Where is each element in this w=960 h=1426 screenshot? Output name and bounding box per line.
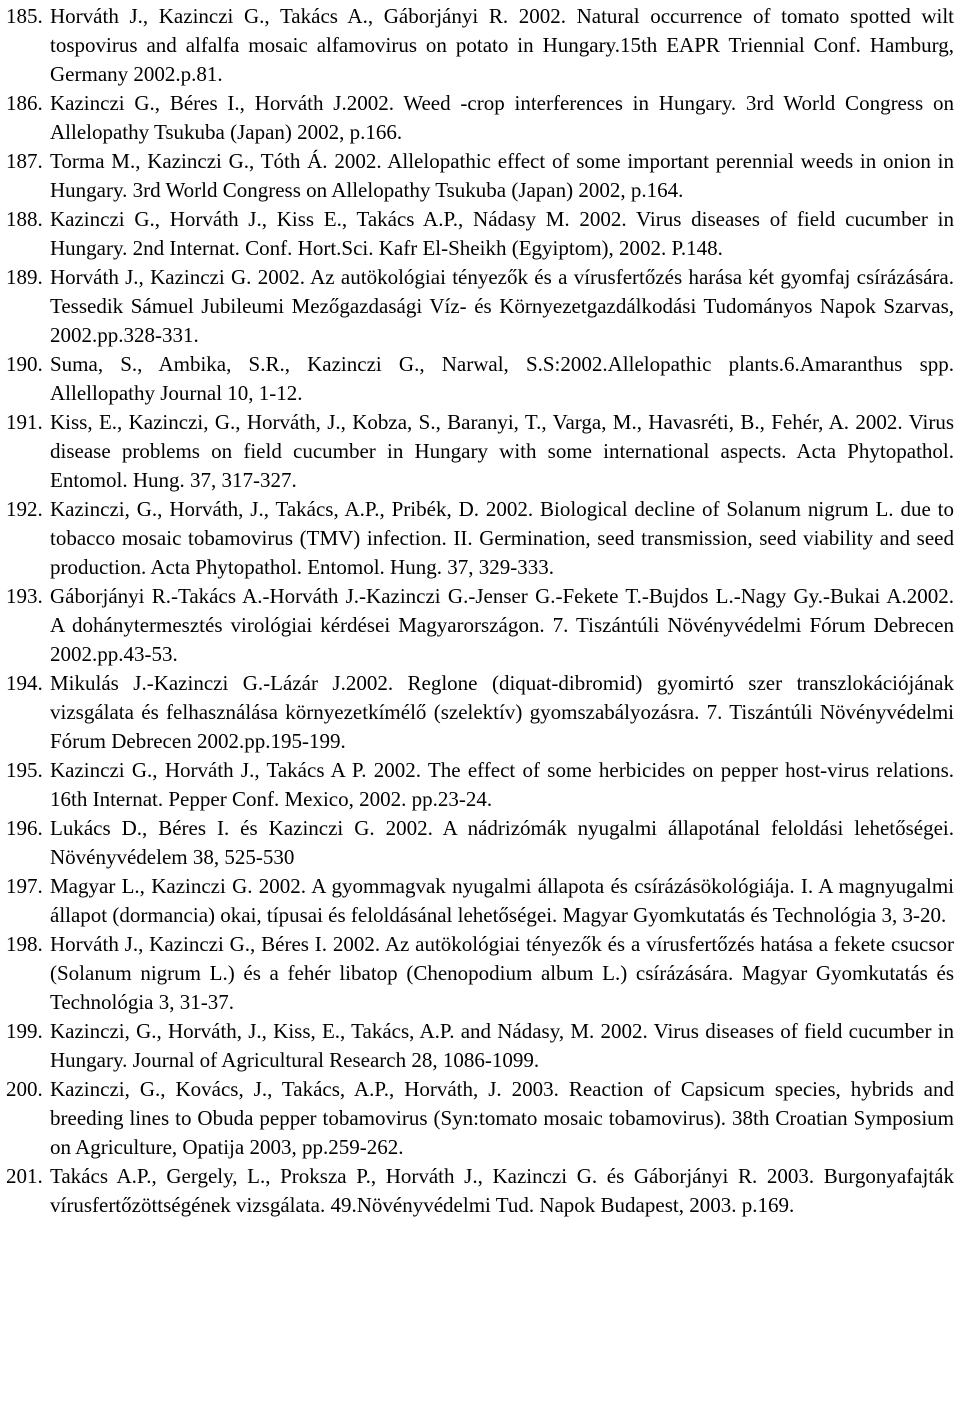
reference-190 [6,350,954,408]
reference-text: Horváth J., Kazinczi G., Béres I. 2002. Az autökológiai tényezők és a vírusfertőzés hatása a fekete csucsor (Solanum nigrum L.) és a fehér libatop (Chenopodium album L.) csírázására. Magyar Gyomkutatás és Technológia 3, 31-37. [50,932,954,1014]
reference-198 [6,930,954,1017]
reference-189 [6,263,954,350]
reference-text: Takács A.P., Gergely, L., Proksza P., Horváth J., Kazinczi G. és Gáborjányi R. 2003. Burgonyafajták vírusfertőzöttségének vizsgálata. 49.Növényvédelmi Tud. Napok Budapest, 2003. p.169. [50,1164,954,1217]
reference-number: 186. [6,91,43,115]
reference-number: 195. [6,758,43,782]
reference-text: Gáborjányi R.-Takács A.-Horváth J.-Kazinczi G.-Jenser G.-Fekete T.-Bujdos L.-Nagy Gy.-Bukai A.2002. A dohánytermesztés virológiai kérdései Magyarországon. 7. Tiszántúli Növényvédelmi Fórum Debrecen 2002.pp.43-53. [50,584,954,666]
reference-text: Kiss, E., Kazinczi, G., Horváth, J., Kobza, S., Baranyi, T., Varga, M., Havasréti, B., Fehér, A. 2002. Virus disease problems on field cucumber in Hungary with some international aspects. Acta Phytopathol. Entomol. Hung. 37, 317-327. [50,410,954,492]
reference-text: Magyar L., Kazinczi G. 2002. A gyommagvak nyugalmi állapota és csírázásökológiája. I. A magnyugalmi állapot (dormancia) okai, típusai és feloldásánal lehetőségei. Magyar Gyomkutatás és Technológia 3, 3-20. [50,874,954,927]
reference-number: 197. [6,874,43,898]
reference-text: Mikulás J.-Kazinczi G.-Lázár J.2002. Reglone (diquat-dibromid) gyomirtó szer transzlokációjának vizsgálata és felhasználása környezetkímélő (szelektív) gyomszabályozásra. 7. Tiszántúli Növényvédelmi Fórum Debrecen 2002.pp.195-199. [50,671,954,753]
reference-187 [6,147,954,205]
reference-200 [6,1075,954,1162]
reference-number: 187. [6,149,43,173]
reference-number: 185. [6,4,43,28]
reference-number: 199. [6,1019,43,1043]
reference-number: 193. [6,584,43,608]
reference-185 [6,2,954,89]
reference-number: 201. [6,1164,43,1188]
reference-text: Kazinczi G., Béres I., Horváth J.2002. Weed -crop interferences in Hungary. 3rd World Congress on Allelopathy Tsukuba (Japan) 2002, p.166. [50,91,954,144]
reference-191 [6,408,954,495]
reference-text: Kazinczi, G., Horváth, J., Takács, A.P., Pribék, D. 2002. Biological decline of Solanum nigrum L. due to tobacco mosaic tobamovirus (TMV) infection. II. Germination, seed transmission, seed viability and seed production. Acta Phytopathol. Entomol. Hung. 37, 329-333. [50,497,954,579]
reference-195 [6,756,954,814]
reference-196 [6,814,954,872]
reference-number: 188. [6,207,43,231]
reference-199 [6,1017,954,1075]
reference-number: 194. [6,671,43,695]
reference-text: Kazinczi G., Horváth J., Takács A P. 2002. The effect of some herbicides on pepper host-virus relations. 16th Internat. Pepper Conf. Mexico, 2002. pp.23-24. [50,758,954,811]
reference-number: 200. [6,1077,43,1101]
reference-text: Torma M., Kazinczi G., Tóth Á. 2002. Allelopathic effect of some important perennial weeds in onion in Hungary. 3rd World Congress on Allelopathy Tsukuba (Japan) 2002, p.164. [50,149,954,202]
reference-192 [6,495,954,582]
reference-number: 190. [6,352,43,376]
reference-number: 192. [6,497,43,521]
reference-186 [6,89,954,147]
reference-text: Kazinczi, G., Horváth, J., Kiss, E., Takács, A.P. and Nádasy, M. 2002. Virus diseases of field cucumber in Hungary. Journal of Agricultural Research 28, 1086-1099. [50,1019,954,1072]
reference-text: Kazinczi, G., Kovács, J., Takács, A.P., Horváth, J. 2003. Reaction of Capsicum species, hybrids and breeding lines to Obuda pepper tobamovirus (Syn:tomato mosaic tobamovirus). 38th Croatian Symposium on Agriculture, Opatija 2003, pp.259-262. [50,1077,954,1159]
reference-193 [6,582,954,669]
reference-194 [6,669,954,756]
reference-number: 191. [6,410,43,434]
reference-text: Suma, S., Ambika, S.R., Kazinczi G., Narwal, S.S:2002.Allelopathic plants.6.Amaranthus spp. Allellopathy Journal 10, 1-12. [50,352,954,405]
reference-text: Lukács D., Béres I. és Kazinczi G. 2002. A nádrizómák nyugalmi állapotánal feloldási lehetőségei. Növényvédelem 38, 525-530 [50,816,954,869]
reference-number: 196. [6,816,43,840]
reference-text: Kazinczi G., Horváth J., Kiss E., Takács A.P., Nádasy M. 2002. Virus diseases of field cucumber in Hungary. 2nd Internat. Conf. Hort.Sci. Kafr El-Sheikh (Egyiptom), 2002. P.148. [50,207,954,260]
reference-201 [6,1162,954,1220]
reference-188 [6,205,954,263]
reference-number: 189. [6,265,43,289]
reference-197 [6,872,954,930]
reference-text: Horváth J., Kazinczi G. 2002. Az autökológiai tényezők és a vírusfertőzés harása két gyomfaj csírázására. Tessedik Sámuel Jubileumi Mezőgazdasági Víz- és Környezetgazdálkodási Tudományos Napok Szarvas, 2002.pp.328-331. [50,265,954,347]
reference-number: 198. [6,932,43,956]
reference-text: Horváth J., Kazinczi G., Takács A., Gáborjányi R. 2002. Natural occurrence of tomato spotted wilt tospovirus and alfalfa mosaic alfamovirus on potato in Hungary.15th EAPR Triennial Conf. Hamburg, Germany 2002.p.81. [50,4,954,86]
